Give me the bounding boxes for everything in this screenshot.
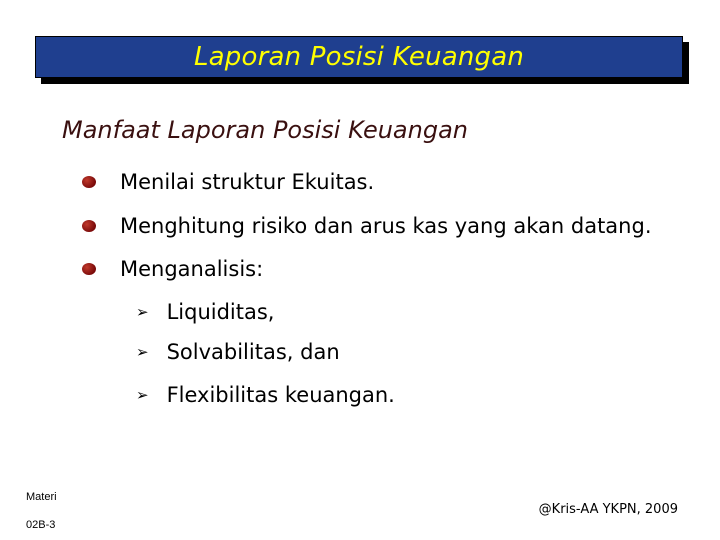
bullet-text: Menghitung risiko dan arus kas yang akan datang. (120, 214, 652, 238)
arrow-bullet-icon: ➢ (136, 386, 149, 404)
sub-bullet-item (136, 340, 340, 364)
bullet-dot-icon (82, 220, 96, 232)
footer-copyright: @Kris-AA YKPN, 2009 (538, 502, 678, 517)
slide-title: Laporan Posisi Keuangan (193, 42, 525, 72)
bullet-item (82, 214, 652, 238)
sub-bullet-text: Liquiditas, (166, 300, 275, 324)
sub-bullet-text: Solvabilitas, dan (166, 340, 340, 364)
sub-bullet-item (136, 300, 274, 324)
arrow-bullet-icon: ➢ (136, 343, 149, 361)
bullet-dot-icon (82, 176, 96, 188)
bullet-item (82, 257, 263, 281)
bullet-text: Menilai struktur Ekuitas. (120, 170, 375, 194)
footer-slide-code: 02B-3 (26, 519, 56, 531)
sub-bullet-item (136, 383, 395, 407)
bullet-text: Menganalisis: (120, 257, 264, 281)
bullet-item (82, 170, 374, 194)
sub-bullet-text: Flexibilitas keuangan. (166, 383, 395, 407)
title-banner (35, 36, 683, 78)
footer-label: Materi (26, 491, 57, 503)
section-heading: Manfaat Laporan Posisi Keuangan (62, 116, 468, 144)
bullet-dot-icon (82, 263, 96, 275)
arrow-bullet-icon: ➢ (136, 303, 149, 321)
